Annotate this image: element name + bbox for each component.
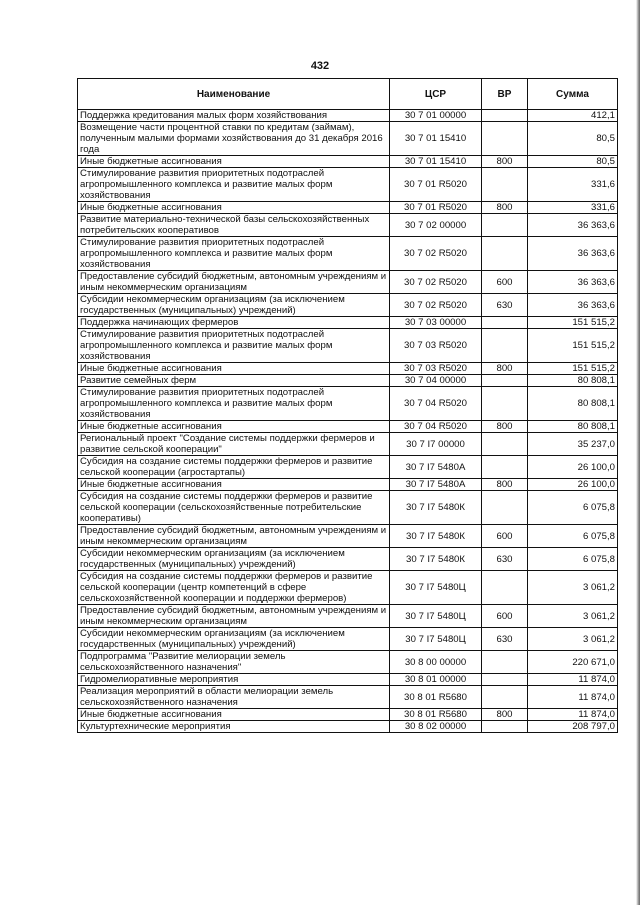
cell-csr: 30 8 01 R5680 (390, 709, 482, 721)
cell-name: Субсидия на создание системы поддержки фермеров и развитие сельской кооперации (агростартапы) (78, 456, 390, 479)
cell-csr: 30 7 01 15410 (390, 122, 482, 156)
table-row (78, 237, 618, 271)
cell-sum: 220 671,0 (528, 651, 618, 674)
table-row (78, 110, 618, 122)
cell-vr (482, 110, 528, 122)
cell-csr: 30 8 01 R5680 (390, 686, 482, 709)
table-row (78, 421, 618, 433)
cell-csr: 30 7 02 R5020 (390, 237, 482, 271)
table-row (78, 525, 618, 548)
cell-name: Развитие материально-технической базы сельскохозяйственных потребительских кооперативов (78, 214, 390, 237)
cell-name: Региональный проект "Создание системы поддержки фермеров и развитие сельской кооперации" (78, 433, 390, 456)
cell-name: Возмещение части процентной ставки по кредитам (займам), полученным малыми формами хозяйствования до 31 декабря 2016 года (78, 122, 390, 156)
cell-vr: 800 (482, 156, 528, 168)
table-row (78, 375, 618, 387)
cell-csr: 30 7 02 R5020 (390, 271, 482, 294)
cell-csr: 30 8 01 00000 (390, 674, 482, 686)
cell-vr (482, 456, 528, 479)
cell-sum: 151 515,2 (528, 329, 618, 363)
cell-csr: 30 7 I7 5480Ц (390, 628, 482, 651)
table-row (78, 387, 618, 421)
table-row (78, 317, 618, 329)
table-row (78, 202, 618, 214)
cell-name: Поддержка кредитования малых форм хозяйствования (78, 110, 390, 122)
cell-name: Предоставление субсидий бюджетным, автономным учреждениям и иным некоммерческим организациям (78, 605, 390, 628)
cell-csr: 30 7 I7 5480К (390, 491, 482, 525)
cell-csr: 30 8 02 00000 (390, 721, 482, 733)
cell-vr (482, 375, 528, 387)
table-row (78, 168, 618, 202)
scan-edge-shadow (636, 0, 640, 905)
cell-vr (482, 721, 528, 733)
column-header-vr: ВР (482, 79, 528, 110)
cell-name: Иные бюджетные ассигнования (78, 202, 390, 214)
cell-csr: 30 8 00 00000 (390, 651, 482, 674)
cell-csr: 30 7 I7 00000 (390, 433, 482, 456)
cell-sum: 35 237,0 (528, 433, 618, 456)
cell-vr (482, 317, 528, 329)
cell-csr: 30 7 I7 5480Ц (390, 605, 482, 628)
table-body (78, 110, 618, 733)
cell-name: Культуртехнические мероприятия (78, 721, 390, 733)
cell-sum: 151 515,2 (528, 363, 618, 375)
cell-name: Субсидии некоммерческим организациям (за исключением государственных (муниципальных) учреждений) (78, 548, 390, 571)
cell-vr: 630 (482, 548, 528, 571)
cell-name: Субсидии некоммерческим организациям (за исключением государственных (муниципальных) учреждений) (78, 628, 390, 651)
cell-name: Реализация мероприятий в области мелиорации земель сельскохозяйственного назначения (78, 686, 390, 709)
cell-csr: 30 7 01 R5020 (390, 202, 482, 214)
cell-vr (482, 651, 528, 674)
cell-vr: 600 (482, 525, 528, 548)
table-row (78, 363, 618, 375)
table-row (78, 294, 618, 317)
cell-csr: 30 7 I7 5480A (390, 456, 482, 479)
cell-csr: 30 7 02 00000 (390, 214, 482, 237)
cell-name: Стимулирование развития приоритетных подотраслей агропромышленного комплекса и развитие малых форм хозяйствования (78, 329, 390, 363)
cell-vr: 630 (482, 294, 528, 317)
column-header-sum: Сумма (528, 79, 618, 110)
cell-sum: 80 808,1 (528, 387, 618, 421)
cell-vr (482, 214, 528, 237)
table-row (78, 122, 618, 156)
cell-sum: 36 363,6 (528, 214, 618, 237)
table-row (78, 329, 618, 363)
cell-csr: 30 7 04 R5020 (390, 421, 482, 433)
cell-name: Иные бюджетные ассигнования (78, 479, 390, 491)
cell-sum: 6 075,8 (528, 548, 618, 571)
cell-vr (482, 237, 528, 271)
column-header-csr: ЦСР (390, 79, 482, 110)
cell-vr: 800 (482, 709, 528, 721)
cell-sum: 6 075,8 (528, 491, 618, 525)
cell-name: Подпрограмма "Развитие мелиорации земель сельскохозяйственного назначения" (78, 651, 390, 674)
cell-vr: 800 (482, 202, 528, 214)
cell-vr: 600 (482, 605, 528, 628)
cell-vr (482, 122, 528, 156)
cell-name: Иные бюджетные ассигнования (78, 709, 390, 721)
cell-sum: 6 075,8 (528, 525, 618, 548)
cell-csr: 30 7 01 00000 (390, 110, 482, 122)
cell-csr: 30 7 I7 5480К (390, 548, 482, 571)
cell-csr: 30 7 I7 5480A (390, 479, 482, 491)
table-row (78, 571, 618, 605)
cell-vr: 630 (482, 628, 528, 651)
cell-csr: 30 7 03 R5020 (390, 329, 482, 363)
cell-csr: 30 7 02 R5020 (390, 294, 482, 317)
cell-vr: 800 (482, 479, 528, 491)
cell-sum: 36 363,6 (528, 271, 618, 294)
cell-vr: 600 (482, 271, 528, 294)
column-header-name: Наименование (78, 79, 390, 110)
cell-name: Иные бюджетные ассигнования (78, 156, 390, 168)
cell-vr: 800 (482, 421, 528, 433)
cell-sum: 26 100,0 (528, 479, 618, 491)
cell-vr (482, 674, 528, 686)
cell-csr: 30 7 I7 5480К (390, 525, 482, 548)
cell-vr: 800 (482, 363, 528, 375)
cell-csr: 30 7 04 00000 (390, 375, 482, 387)
cell-csr: 30 7 03 00000 (390, 317, 482, 329)
table-row (78, 456, 618, 479)
cell-name: Иные бюджетные ассигнования (78, 421, 390, 433)
table-row (78, 721, 618, 733)
cell-name: Поддержка начинающих фермеров (78, 317, 390, 329)
cell-sum: 26 100,0 (528, 456, 618, 479)
cell-sum: 208 797,0 (528, 721, 618, 733)
cell-vr (482, 686, 528, 709)
table-row (78, 156, 618, 168)
cell-sum: 3 061,2 (528, 628, 618, 651)
cell-sum: 80,5 (528, 156, 618, 168)
table-header-row (78, 79, 618, 110)
cell-sum: 80 808,1 (528, 375, 618, 387)
table-row (78, 433, 618, 456)
cell-sum: 331,6 (528, 168, 618, 202)
cell-sum: 36 363,6 (528, 237, 618, 271)
cell-vr (482, 387, 528, 421)
table-row (78, 271, 618, 294)
cell-name: Гидромелиоративные мероприятия (78, 674, 390, 686)
cell-sum: 331,6 (528, 202, 618, 214)
cell-csr: 30 7 03 R5020 (390, 363, 482, 375)
cell-csr: 30 7 04 R5020 (390, 387, 482, 421)
cell-name: Стимулирование развития приоритетных подотраслей агропромышленного комплекса и развитие малых форм хозяйствования (78, 168, 390, 202)
cell-sum: 151 515,2 (528, 317, 618, 329)
cell-name: Предоставление субсидий бюджетным, автономным учреждениям и иным некоммерческим организациям (78, 525, 390, 548)
cell-sum: 11 874,0 (528, 674, 618, 686)
cell-sum: 3 061,2 (528, 605, 618, 628)
cell-vr (482, 329, 528, 363)
cell-name: Предоставление субсидий бюджетным, автономным учреждениям и иным некоммерческим организациям (78, 271, 390, 294)
cell-name: Субсидия на создание системы поддержки фермеров и развитие сельской кооперации (центр компетенций в сфере сельскохозяйственной кооперации и поддержки фермеров) (78, 571, 390, 605)
cell-sum: 3 061,2 (528, 571, 618, 605)
table-row (78, 605, 618, 628)
table-row (78, 651, 618, 674)
cell-sum: 80,5 (528, 122, 618, 156)
cell-sum: 80 808,1 (528, 421, 618, 433)
cell-vr (482, 571, 528, 605)
cell-csr: 30 7 I7 5480Ц (390, 571, 482, 605)
cell-csr: 30 7 01 15410 (390, 156, 482, 168)
cell-csr: 30 7 01 R5020 (390, 168, 482, 202)
budget-table (77, 78, 618, 733)
cell-name: Субсидии некоммерческим организациям (за исключением государственных (муниципальных) учреждений) (78, 294, 390, 317)
table-row (78, 491, 618, 525)
cell-sum: 36 363,6 (528, 294, 618, 317)
table-row (78, 214, 618, 237)
cell-name: Стимулирование развития приоритетных подотраслей агропромышленного комплекса и развитие малых форм хозяйствования (78, 237, 390, 271)
cell-name: Стимулирование развития приоритетных подотраслей агропромышленного комплекса и развитие малых форм хозяйствования (78, 387, 390, 421)
cell-name: Иные бюджетные ассигнования (78, 363, 390, 375)
table-row (78, 548, 618, 571)
table-row (78, 709, 618, 721)
table-row (78, 686, 618, 709)
cell-sum: 412,1 (528, 110, 618, 122)
table-row (78, 628, 618, 651)
cell-vr (482, 433, 528, 456)
cell-vr (482, 491, 528, 525)
cell-sum: 11 874,0 (528, 686, 618, 709)
cell-name: Развитие семейных ферм (78, 375, 390, 387)
page-number: 432 (310, 60, 330, 72)
cell-name: Субсидия на создание системы поддержки фермеров и развитие сельской кооперации (сельскохозяйственные потребительские кооперативы) (78, 491, 390, 525)
table-row (78, 674, 618, 686)
cell-sum: 11 874,0 (528, 709, 618, 721)
table-row (78, 479, 618, 491)
cell-vr (482, 168, 528, 202)
